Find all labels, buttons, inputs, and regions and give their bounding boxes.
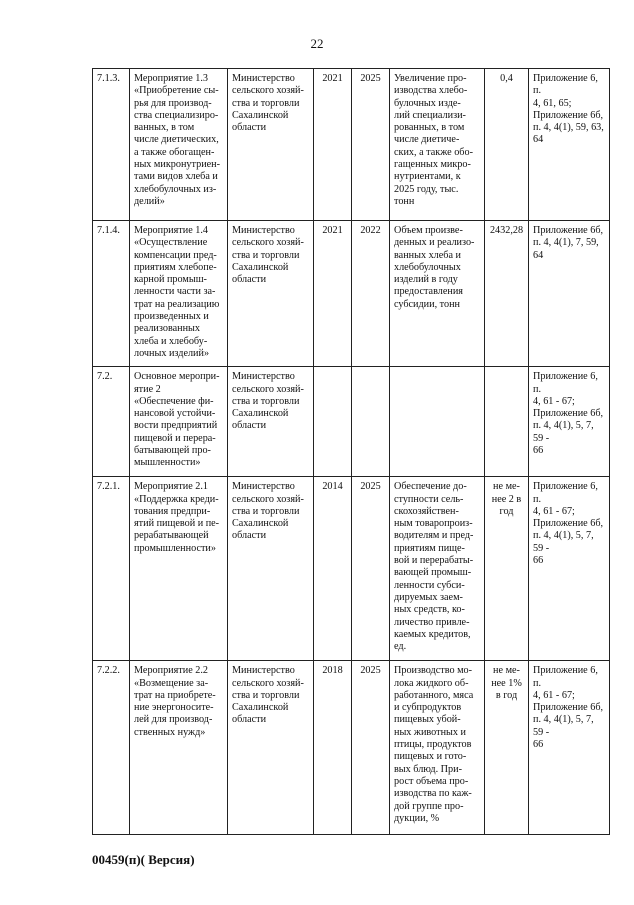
event-name: Основное меропри- ятие 2 «Обеспечение фи- нансовой устойчи- вости предприятий пищевой и перера- батывающей про- мышленности» — [130, 367, 228, 477]
ministry: Министерство сельского хозяй- ства и торговли Сахалинской области — [228, 477, 314, 661]
start-year: 2021 — [314, 69, 352, 221]
table-row — [93, 661, 610, 835]
event-name: Мероприятие 2.1 «Поддержка креди- тования предпри- ятий пищевой и пе- рерабатывающей промышленности» — [130, 477, 228, 661]
end-year: 2025 — [352, 661, 390, 835]
table-row — [93, 477, 610, 661]
indicator: Увеличение про- изводства хлебо- булочных изде- лий специализи- рованных, в том числе диетиче- ских, а также обо- гащенных микро- нутриентами, к 2025 году, тыс. тонн — [390, 69, 485, 221]
end-year: 2025 — [352, 477, 390, 661]
event-name: Мероприятие 1.3 «Приобретение сы- рья для производ- ства специализиро- ванных, в том числе диетических, а также обогащен- ных микронутриен- тами видов хлеба и хлебобулочных из- делий» — [130, 69, 228, 221]
row-number: 7.2.1. — [93, 477, 130, 661]
table-row — [93, 69, 610, 221]
appendix-ref: Приложение 6, п. 4, 61 - 67; Приложение 6б, п. 4, 4(1), 5, 7, 59 - 66 — [529, 661, 610, 835]
start-year: 2018 — [314, 661, 352, 835]
target-value — [485, 367, 529, 477]
appendix-ref: Приложение 6, п. 4, 61 - 67; Приложение 6б, п. 4, 4(1), 5, 7, 59 - 66 — [529, 367, 610, 477]
row-number: 7.2. — [93, 367, 130, 477]
table-row — [93, 367, 610, 477]
target-value: не ме- нее 2 в год — [485, 477, 529, 661]
end-year: 2025 — [352, 69, 390, 221]
appendix-ref: Приложение 6, п. 4, 61, 65; Приложение 6б, п. 4, 4(1), 59, 63, 64 — [529, 69, 610, 221]
start-year: 2021 — [314, 221, 352, 367]
end-year — [352, 367, 390, 477]
event-name: Мероприятие 2.2 «Возмещение за- трат на приобрете- ние энергоносите- лей для производ- ственных нужд» — [130, 661, 228, 835]
row-number: 7.1.4. — [93, 221, 130, 367]
target-value: 0,4 — [485, 69, 529, 221]
end-year: 2022 — [352, 221, 390, 367]
appendix-ref: Приложение 6б, п. 4, 4(1), 7, 59, 64 — [529, 221, 610, 367]
indicator — [390, 367, 485, 477]
appendix-ref: Приложение 6, п. 4, 61 - 67; Приложение 6б, п. 4, 4(1), 5, 7, 59 - 66 — [529, 477, 610, 661]
target-value: не ме- нее 1% в год — [485, 661, 529, 835]
event-name: Мероприятие 1.4 «Осуществление компенсации пред- приятиям хлебопе- карной промыш- ленности части за- трат на реализацию произведенных и реализованных хлеба и хлебобу- лочных изделий» — [130, 221, 228, 367]
document-version: ( Версия) — [140, 852, 195, 867]
start-year: 2014 — [314, 477, 352, 661]
page-number: 22 — [310, 36, 324, 51]
indicator: Объем произве- денных и реализо- ванных хлеба и хлебобулочных изделий в году предоставления субсидии, тонн — [390, 221, 485, 367]
start-year — [314, 367, 352, 477]
program-table — [92, 68, 610, 835]
ministry: Министерство сельского хозяй- ства и торговли Сахалинской области — [228, 367, 314, 477]
indicator: Производство мо- лока жидкого об- работанного, мяса и субпродуктов пищевых убой- ных животных и птицы, продуктов пищевых и гото- вых блюд. При- рост объема про- изводства по каж- дой группе про- дукции, % — [390, 661, 485, 835]
ministry: Министерство сельского хозяй- ства и торговли Сахалинской области — [228, 69, 314, 221]
table-row — [93, 221, 610, 367]
ministry: Министерство сельского хозяй- ства и торговли Сахалинской области — [228, 221, 314, 367]
document-footer — [92, 852, 195, 868]
target-value: 2432,28 — [485, 221, 529, 367]
row-number: 7.1.3. — [93, 69, 130, 221]
indicator: Обеспечение до- ступности сель- скохозяйствен- ным товаропроиз- водителям и пред- приятиям пище- вой и перерабаты- вающей промыш- ленности субси- дируемых заем- ных средств, ко- личество привле- каемых кредитов, ед. — [390, 477, 485, 661]
document-code: 00459(п) — [92, 852, 141, 867]
row-number: 7.2.2. — [93, 661, 130, 835]
ministry: Министерство сельского хозяй- ства и торговли Сахалинской области — [228, 661, 314, 835]
